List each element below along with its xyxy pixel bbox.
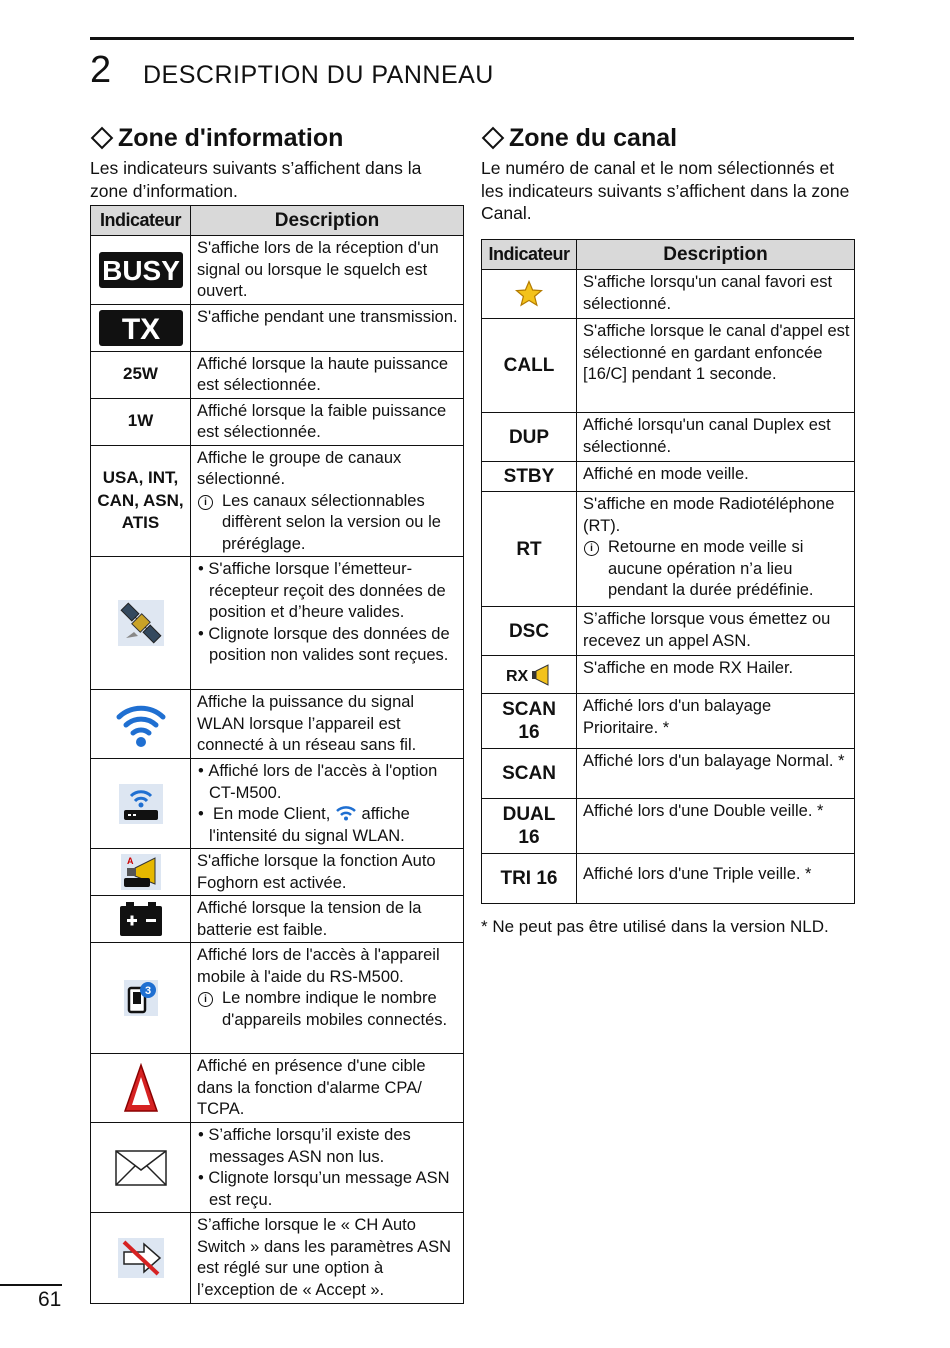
table-row <box>482 413 855 462</box>
row-description <box>191 759 464 849</box>
table-row <box>91 690 464 759</box>
channel-zone-table <box>481 239 855 904</box>
tx-icon <box>91 304 191 351</box>
col-description-header: Description <box>191 206 464 236</box>
table-row <box>482 854 855 904</box>
row-description: S'affiche lorsqu'un canal favori est sélectionné. <box>577 270 855 319</box>
table-row <box>482 492 855 607</box>
bullet: • En mode Client, affiche l'intensité du signal WLAN. <box>198 805 410 845</box>
bullet-text: En mode Client, <box>212 805 331 823</box>
note <box>583 537 850 602</box>
chapter-title: DESCRIPTION DU PANNEAU <box>143 61 494 89</box>
access-point-icon <box>91 759 191 849</box>
description-text: S'affiche en mode Radiotéléphone (RT). <box>583 495 835 535</box>
svg-text:3: 3 <box>144 985 151 997</box>
row-description: Affiché lorsque la haute puissance est sélectionnée. <box>191 351 464 398</box>
info-note-icon: i <box>584 541 599 556</box>
svg-text:TX: TX <box>121 312 160 346</box>
table-header <box>482 240 855 270</box>
table-row <box>91 557 464 690</box>
row-indicator: SCAN 16 <box>482 694 577 749</box>
note-text: Le nombre indique le nombre d'appareils mobiles connectés. <box>222 989 448 1029</box>
description-text: Affiché lors de l'accès à l'appareil mobile à l'aide du RS-M500. <box>197 946 440 986</box>
col-indicator-header: Indicateur <box>482 240 577 270</box>
row-indicator: RT <box>482 492 577 607</box>
channel-zone-section <box>481 122 853 225</box>
note-text: Retourne en mode veille si aucune opération n’a lieu pendant la durée prédéfinie. <box>608 538 814 599</box>
star-icon <box>482 270 577 319</box>
row-description: Affiché lors d'une Triple veille. * <box>577 854 855 904</box>
wlan-signal-icon <box>335 805 357 821</box>
info-zone-table <box>90 205 464 1304</box>
svg-text:A: A <box>126 856 133 866</box>
mobile-device-icon <box>91 943 191 1054</box>
row-description <box>191 1123 464 1213</box>
table-row <box>91 896 464 943</box>
note <box>197 988 459 1031</box>
info-zone-section <box>90 122 463 202</box>
page-number: 61 <box>38 1288 62 1311</box>
row-description <box>191 445 464 557</box>
row-description: S’affiche lorsque vous émettez ou recevez un appel ASN. <box>577 607 855 656</box>
row-description <box>577 492 855 607</box>
row-description <box>191 557 464 690</box>
row-description: S’affiche lorsque le « CH Auto Switch » dans les paramètres ASN est réglé sur une option à l’exception de « Accept ». <box>191 1213 464 1304</box>
chapter-number: 2 <box>90 49 112 91</box>
info-note-icon: i <box>198 495 213 510</box>
table-row <box>482 270 855 319</box>
bullet: • Clignote lorsque des données de position non valides sont reçues. <box>198 624 450 664</box>
table-row <box>91 849 464 896</box>
row-description: Affiche la puissance du signal WLAN lorsque l’appareil est connecté à un réseau sans fil. <box>191 690 464 759</box>
row-indicator: SCAN <box>482 749 577 799</box>
page-number-rule <box>0 1284 62 1286</box>
row-indicator: STBY <box>482 462 577 492</box>
description-text: Affiche le groupe de canaux sélectionné. <box>197 448 402 488</box>
envelope-icon <box>91 1123 191 1213</box>
table-row <box>91 445 464 557</box>
diamond-icon <box>91 127 114 150</box>
info-zone-title: Zone d'information <box>118 124 344 152</box>
rx-hailer-icon <box>482 656 577 694</box>
col-indicator-header: Indicateur <box>91 206 191 236</box>
row-description: Affiché lorsque la tension de la batterie est faible. <box>191 896 464 943</box>
footnote: * Ne peut pas être utilisé dans la version NLD. <box>481 917 829 936</box>
row-indicator: 25W <box>91 351 191 398</box>
row-description: Affiché en mode veille. <box>577 462 855 492</box>
foghorn-icon <box>91 849 191 896</box>
table-row <box>482 799 855 854</box>
table-row <box>482 319 855 413</box>
busy-icon <box>91 236 191 305</box>
table-row <box>91 759 464 849</box>
row-description: Affiché lorsqu'un canal Duplex est sélectionné. <box>577 413 855 462</box>
row-description: S'affiche lorsque la fonction Auto Foghorn est activée. <box>191 849 464 896</box>
row-description: Affiché lorsque la faible puissance est sélectionnée. <box>191 398 464 445</box>
row-indicator: USA, INT, CAN, ASN, ATIS <box>91 445 191 557</box>
row-description <box>191 943 464 1054</box>
bullet-text: Clignote lorsqu’un message ASN est reçu. <box>208 1169 450 1209</box>
row-indicator: DSC <box>482 607 577 656</box>
bullet: • S’affiche lorsqu’il existe des messages ASN non lus. <box>198 1126 411 1166</box>
table-row <box>91 398 464 445</box>
channel-zone-heading <box>481 122 853 154</box>
row-description: S'affiche lorsque le canal d'appel est sélectionné en gardant enfoncée [16/C] pendant 1 seconde. <box>577 319 855 413</box>
row-description: Affiché lors d'une Double veille. * <box>577 799 855 854</box>
wlan-signal-icon <box>91 690 191 759</box>
bullet: • S'affiche lorsque l’émetteur-récepteur reçoit des données de position et d’heure valides. <box>198 560 446 621</box>
table-row <box>482 462 855 492</box>
bullet: • Affiché lors de l'accès à l'option CT-M500. <box>198 762 438 802</box>
bullet-text: S’affiche lorsqu’il existe des messages ASN non lus. <box>208 1126 411 1166</box>
row-indicator: DUP <box>482 413 577 462</box>
row-description: Affiché lors d'un balayage Prioritaire. * <box>577 694 855 749</box>
gps-satellite-icon <box>91 557 191 690</box>
col-description-header: Description <box>577 240 855 270</box>
bullet-text: S'affiche lorsque l’émetteur-récepteur reçoit des données de position et d’heure valides. <box>208 560 446 621</box>
row-description: Affiché lors d'un balayage Normal. * <box>577 749 855 799</box>
info-zone-intro: Les indicateurs suivants s’affichent dans la zone d’information. <box>90 158 422 201</box>
table-row <box>91 1213 464 1304</box>
bullet-text: affiche l'intensité du signal WLAN. <box>209 805 410 845</box>
channel-zone-title: Zone du canal <box>509 124 678 152</box>
info-zone-heading <box>90 122 463 154</box>
note-text: Les canaux sélectionnables diffèrent selon la version ou le préréglage. <box>222 491 441 553</box>
table-row <box>91 304 464 351</box>
row-description: S'affiche en mode RX Hailer. <box>577 656 855 694</box>
note <box>197 491 459 556</box>
table-row <box>91 236 464 305</box>
bullet-text: Affiché lors de l'accès à l'option CT-M500. <box>208 762 438 802</box>
bullet-text: Clignote lorsque des données de position non valides sont reçues. <box>208 624 450 664</box>
table-row <box>482 694 855 749</box>
row-description: S'affiche pendant une transmission. <box>191 304 464 351</box>
table-row <box>91 1054 464 1123</box>
diamond-icon <box>482 127 505 150</box>
row-description: Affiché en présence d'une cible dans la fonction d'alarme CPA/ TCPA. <box>191 1054 464 1123</box>
svg-text:RX: RX <box>506 667 529 685</box>
battery-icon <box>91 896 191 943</box>
warning-triangle-icon <box>91 1054 191 1123</box>
svg-text:BUSY: BUSY <box>101 254 180 286</box>
row-indicator: TRI 16 <box>482 854 577 904</box>
ch-auto-switch-icon <box>91 1213 191 1304</box>
table-row <box>91 943 464 1054</box>
top-rule <box>90 37 854 40</box>
table-row <box>91 1123 464 1213</box>
table-row <box>482 656 855 694</box>
row-indicator: DUAL 16 <box>482 799 577 854</box>
table-row <box>91 351 464 398</box>
row-description: S'affiche lors de la réception d'un signal ou lorsque le squelch est ouvert. <box>191 236 464 305</box>
table-row <box>482 607 855 656</box>
row-indicator: 1W <box>91 398 191 445</box>
row-indicator: CALL <box>482 319 577 413</box>
table-header <box>91 206 464 236</box>
channel-zone-intro: Le numéro de canal et le nom sélectionnés et les indicateurs suivants s’affichent dans la zone Canal. <box>481 158 850 223</box>
table-row <box>482 749 855 799</box>
info-note-icon: i <box>198 992 213 1007</box>
bullet: • Clignote lorsqu’un message ASN est reçu. <box>198 1169 450 1209</box>
